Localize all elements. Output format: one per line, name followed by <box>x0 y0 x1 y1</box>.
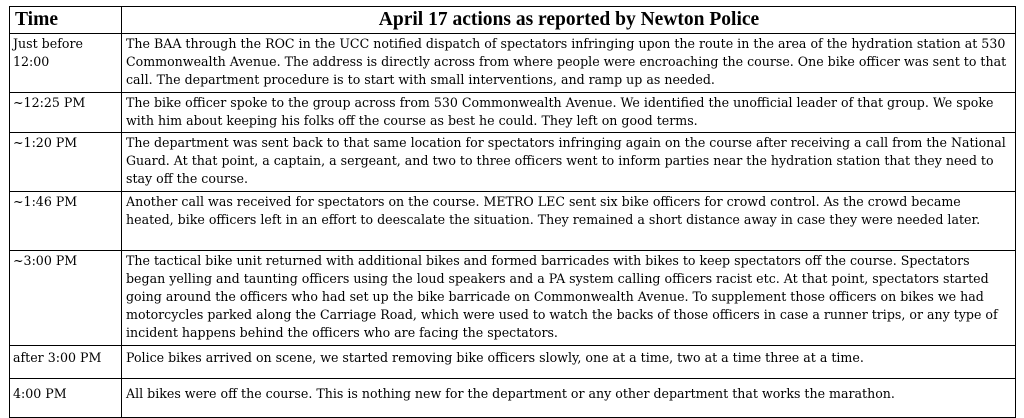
time-cell: Just before 12:00 <box>10 34 122 93</box>
description-cell: The BAA through the ROC in the UCC notified dispatch of spectators infringing upon the route in the area of the hydration station at 530 Commonwealth Avenue. The address is directly across from where people were encroaching the course. One bike officer was sent to that call. The department procedure is to start with small interventions, and ramp up as needed. <box>122 34 1016 93</box>
header-row <box>10 7 1016 34</box>
table-row <box>10 93 1016 133</box>
table-row <box>10 251 1016 346</box>
table-row <box>10 133 1016 192</box>
table-row <box>10 346 1016 379</box>
description-cell: The bike officer spoke to the group across from 530 Commonwealth Avenue. We identified the unofficial leader of that group. We spoke with him about keeping his folks off the course as best he could. They left on good terms. <box>122 93 1016 133</box>
description-cell: The tactical bike unit returned with additional bikes and formed barricades with bikes to keep spectators off the course. Spectators began yelling and taunting officers using the loud speakers and a PA system calling officers racist etc. At that point, spectators started going around the officers who had set up the bike barricade on Commonwealth Avenue. To supplement those officers on bikes we had motorcycles parked along the Carriage Road, which were used to watch the backs of those officers in case a runner trips, or any type of incident happens behind the officers who are facing the spectators. <box>122 251 1016 346</box>
table-row <box>10 34 1016 93</box>
description-cell: Another call was received for spectators on the course. METRO LEC sent six bike officers for crowd control. As the crowd became heated, bike officers left in an effort to deescalate the situation. They remained a short distance away in case they were needed later. <box>122 192 1016 251</box>
time-cell: after 3:00 PM <box>10 346 122 379</box>
table-row <box>10 192 1016 251</box>
description-cell: All bikes were off the course. This is nothing new for the department or any other department that works the marathon. <box>122 379 1016 418</box>
time-cell: ~1:46 PM <box>10 192 122 251</box>
table-title: April 17 actions as reported by Newton Police <box>122 7 1016 34</box>
description-cell: The department was sent back to that same location for spectators infringing again on the course after receiving a call from the National Guard. At that point, a captain, a sergeant, and two to three officers went to inform parties near the hydration station that they need to stay off the course. <box>122 133 1016 192</box>
time-cell: ~1:20 PM <box>10 133 122 192</box>
time-column-header: Time <box>10 7 122 34</box>
table-row <box>10 379 1016 418</box>
time-cell: 4:00 PM <box>10 379 122 418</box>
time-cell: ~12:25 PM <box>10 93 122 133</box>
description-cell: Police bikes arrived on scene, we started removing bike officers slowly, one at a time, two at a time three at a time. <box>122 346 1016 379</box>
police-actions-table <box>9 6 1016 418</box>
time-cell: ~3:00 PM <box>10 251 122 346</box>
